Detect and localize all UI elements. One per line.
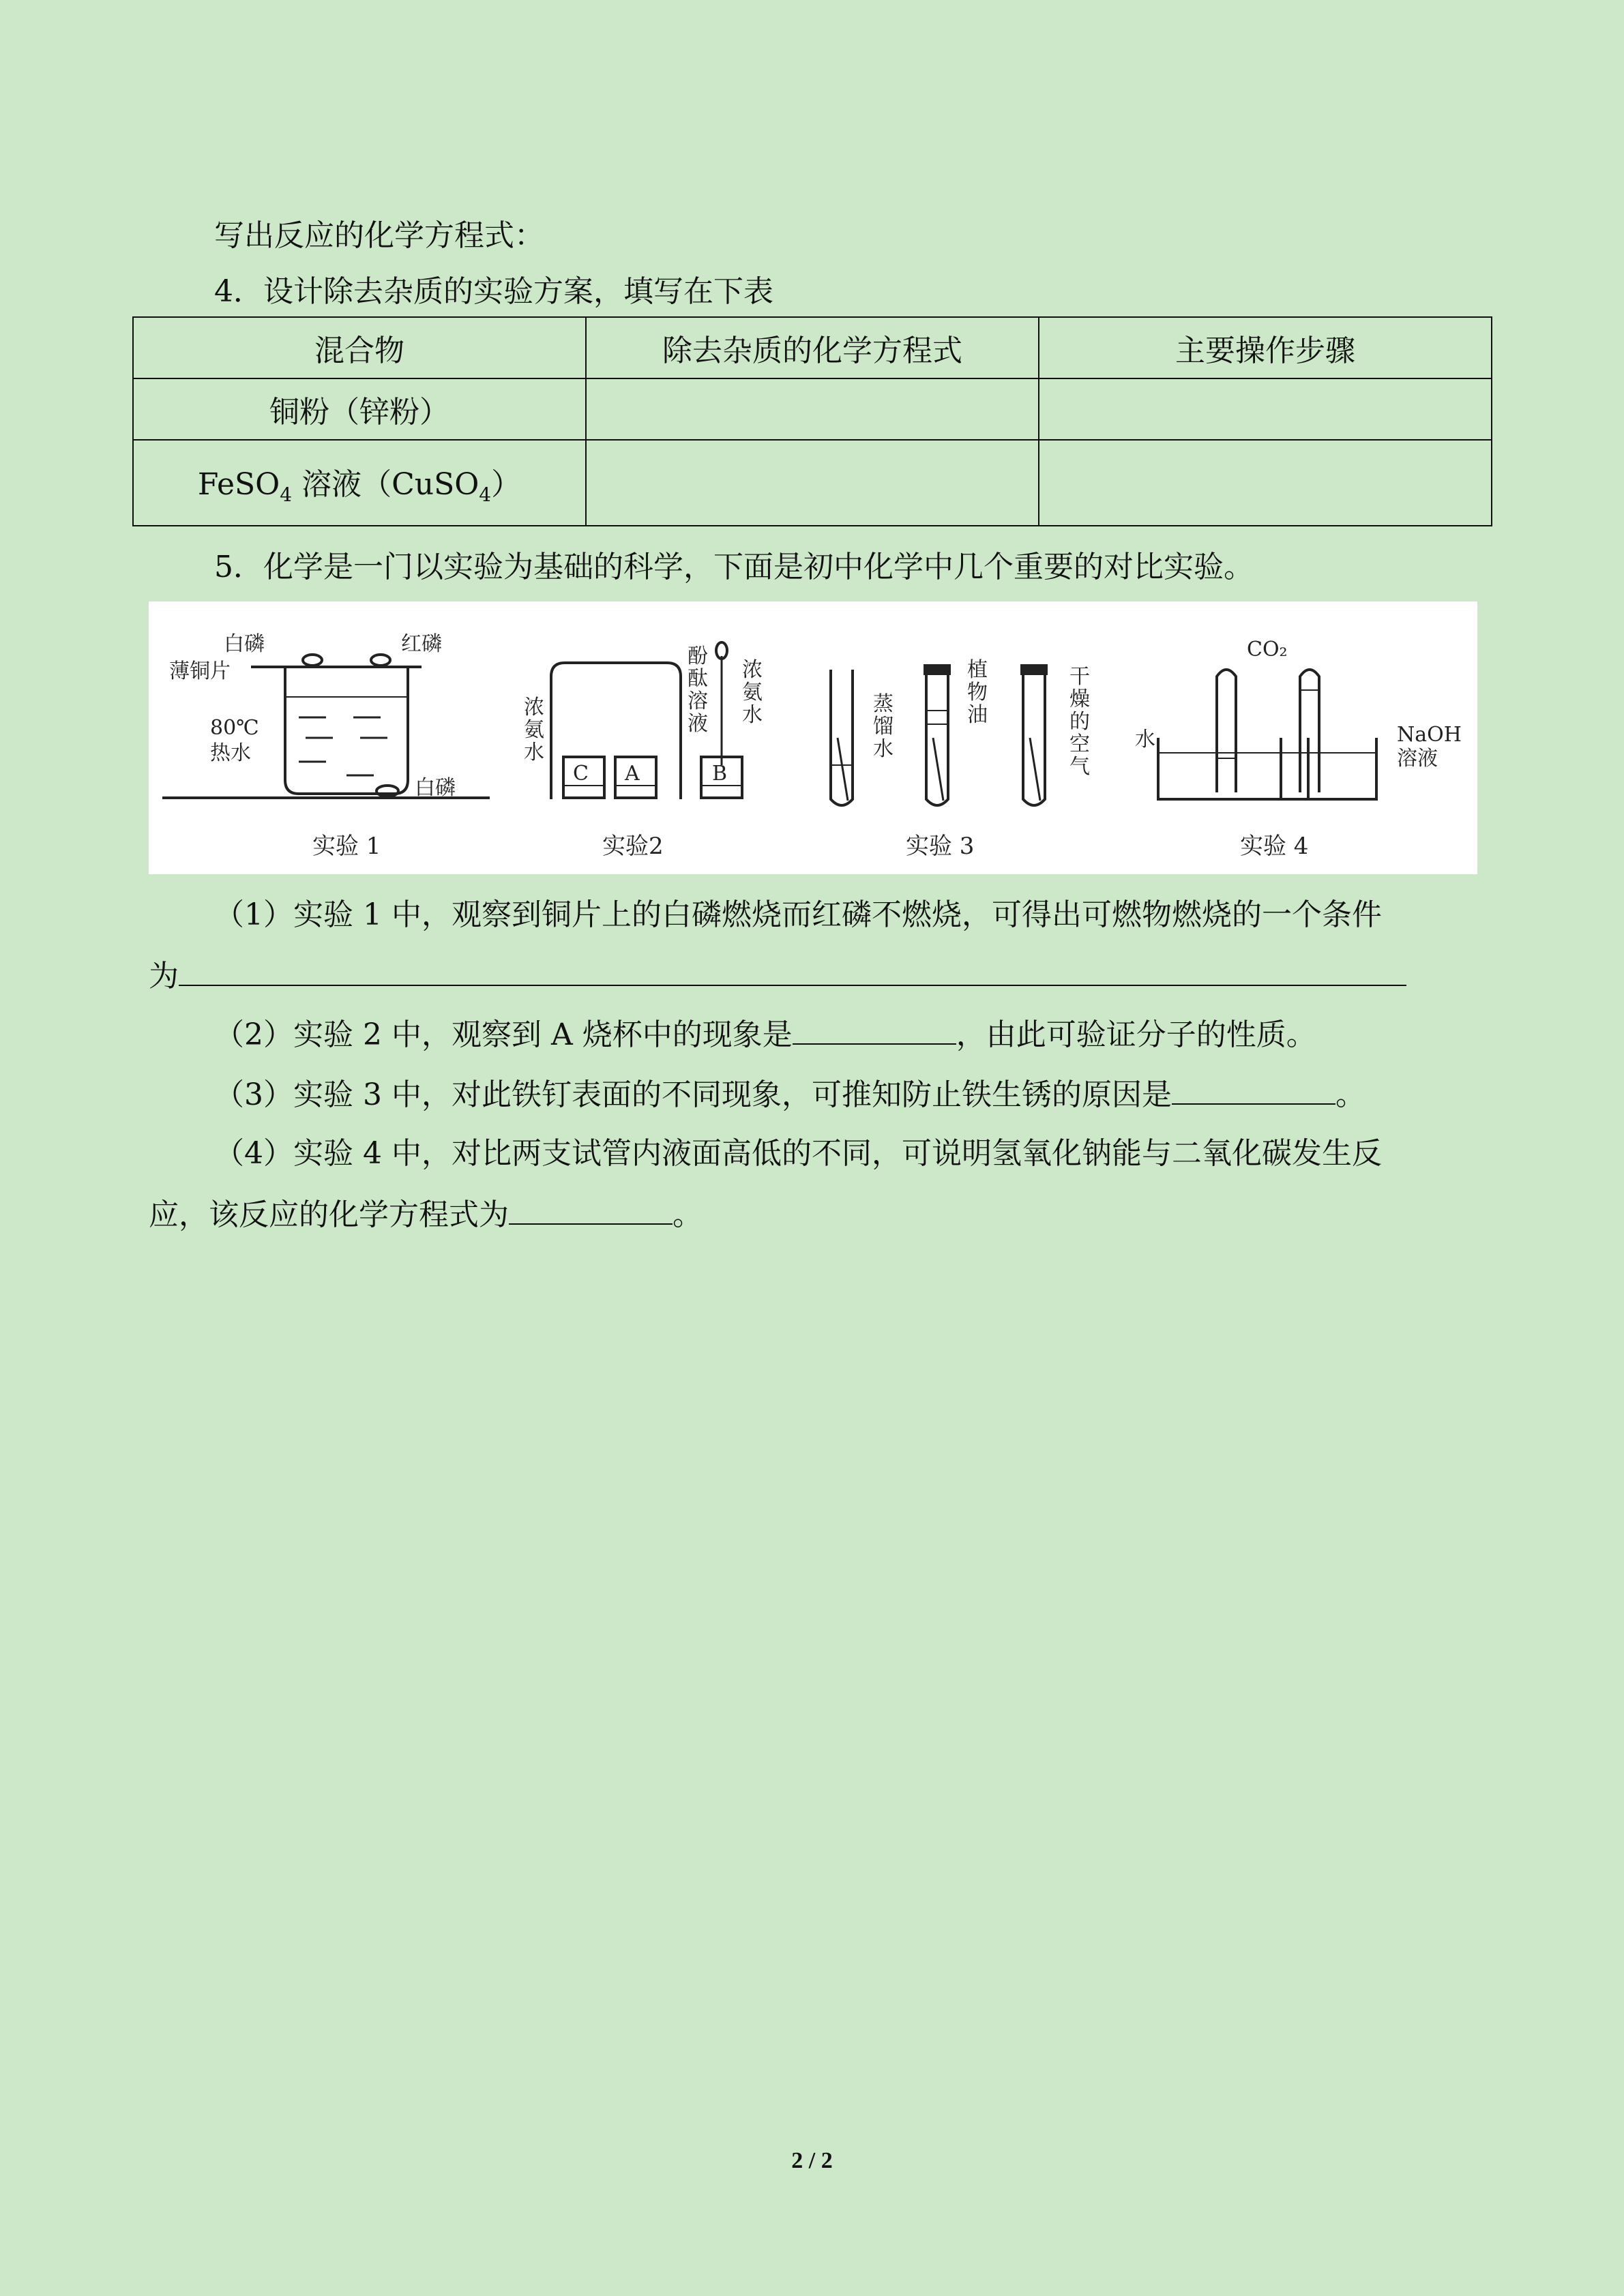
question-5-4-b [149,1193,703,1236]
question-5-2 [214,1013,1316,1056]
e2-r-1: 浓 [742,658,763,682]
e2-label: 实验2 [602,833,664,860]
e4-co2: CO₂ [1247,638,1288,661]
q1-label: 为 [149,959,179,994]
table-row-feso4: FeSO$_4$ 溶液（CuSO$_4$） [133,440,586,526]
question-5-1-a: （1）实验 1 中，观察到铜片上的白磷燃烧而红磷不燃烧，可得出可燃物燃烧的一个条件 [214,897,1382,932]
page-number: 2 / 2 [791,2148,833,2173]
experiment-3 [831,658,1090,860]
table-header-mixture: 混合物 [133,317,586,378]
table-header-equation: 除去杂质的化学方程式 [586,317,1039,378]
e1-temp: 80℃ [210,716,259,740]
experiment-2 [524,642,763,860]
experiment-1 [162,632,490,860]
e4-solution: 溶液 [1397,747,1438,771]
experiment-4 [1135,638,1462,860]
experiment-drawings [149,601,1477,874]
experiment-figure [149,601,1477,874]
e3-o-3: 油 [967,703,988,727]
e2-ph-2: 酞 [688,667,708,691]
impurity-table [132,316,1492,526]
e1-honglin: 红磷 [401,632,442,656]
e3-a-5: 气 [1069,755,1090,779]
answer-blank-1[interactable] [179,955,1406,986]
e3-a-2: 燥 [1069,687,1090,711]
q2-text: （2）实验 2 中，观察到 A 烧杯中的现象是 [214,1017,793,1052]
answer-blank-2[interactable] [793,1013,956,1045]
question-5-3 [214,1073,1365,1116]
question-5: 5．化学是一门以实验为基础的科学，下面是初中化学中几个重要的对比实验。 [214,550,1254,584]
e2-left-1: 浓 [524,696,544,719]
e2-ph-1: 酚 [688,644,708,668]
e2-c: C [573,762,589,786]
e2-ph-3: 溶 [688,689,708,713]
question-4: 4．设计除去杂质的实验方案，填写在下表 [214,274,773,309]
e1-bottom: 白磷 [415,776,456,800]
answer-blank-3[interactable] [1172,1073,1335,1105]
e1-bailin: 白磷 [224,632,265,656]
e4-water: 水 [1135,728,1155,751]
e1-label: 实验 1 [312,833,381,860]
q4-text: 应，该反应的化学方程式为 [149,1197,509,1232]
e3-d-2: 馏 [873,715,894,739]
e3-o-2: 物 [967,681,988,704]
e1-copper: 薄铜片 [169,659,231,683]
question-5-1-b [149,955,1406,997]
e3-d-1: 蒸 [873,692,894,716]
q4-text-end: 。 [673,1197,703,1232]
table-cell-empty[interactable] [586,440,1039,526]
table-header-steps: 主要操作步骤 [1039,317,1492,378]
q3-text: （3）实验 3 中，对此铁钉表面的不同现象，可推知防止铁生锈的原因是 [214,1077,1172,1112]
answer-blank-4[interactable] [509,1193,673,1225]
e2-r-3: 水 [742,703,763,727]
e2-a: A [625,762,640,786]
e3-o-1: 植 [967,658,988,682]
e3-a-4: 空 [1069,732,1090,756]
table-cell-empty[interactable] [586,378,1039,440]
e3-a-3: 的 [1069,710,1090,734]
e2-r-2: 氨 [742,681,763,704]
question-5-4-a: （4）实验 4 中，对比两支试管内液面高低的不同，可说明氢氧化钠能与二氧化碳发生反 [214,1136,1382,1171]
e2-ph-4: 液 [688,712,708,736]
e3-label: 实验 3 [906,833,975,860]
table-cell-empty[interactable] [1039,378,1492,440]
e3-a-1: 干 [1069,665,1090,689]
q3-text-end: 。 [1335,1077,1365,1112]
e4-label: 实验 4 [1240,833,1309,860]
table-row-copper: 铜粉（锌粉） [133,378,586,440]
e4-naoh: NaOH [1397,723,1462,747]
e2-left-3: 水 [524,741,544,764]
q2-text-end: ，由此可验证分子的性质。 [956,1017,1316,1052]
e3-d-3: 水 [873,737,894,761]
e1-water: 热水 [210,741,251,765]
e2-left-2: 氨 [524,718,544,742]
e2-b: B [712,762,728,786]
line-equation-prompt: 写出反应的化学方程式： [214,218,544,253]
table-cell-empty[interactable] [1039,440,1492,526]
